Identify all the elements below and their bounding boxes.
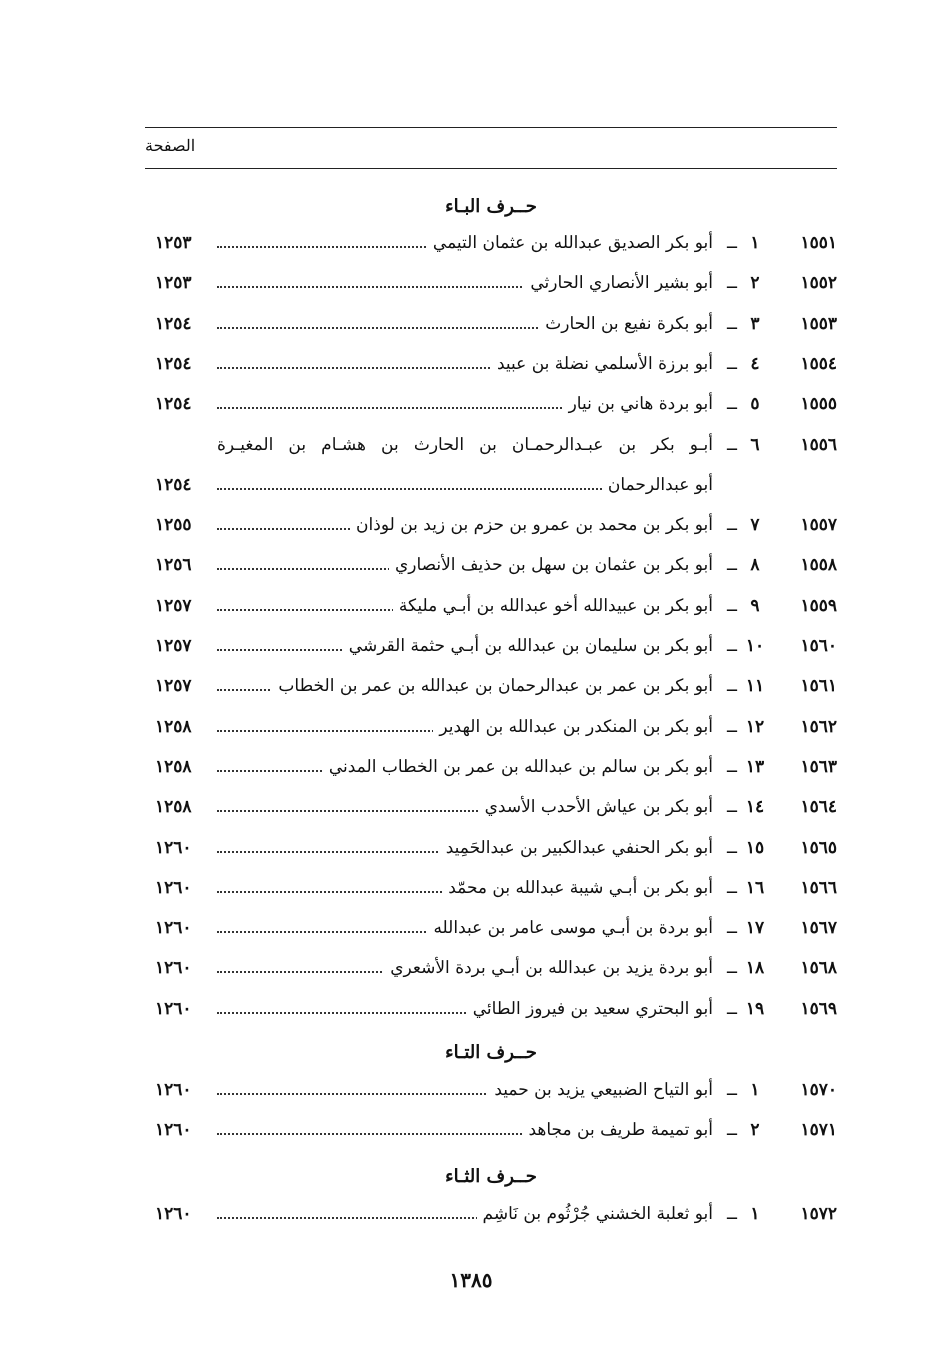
entry-title: أبو بكر بن سليمان بن عبدالله بن أبـي حثمة القرشي: [343, 636, 713, 656]
entry-page-ref: ١٢٦٠: [155, 958, 192, 979]
entry-page-ref: ١٢٥٧: [155, 676, 192, 697]
entry-page-ref: ١٢٦٠: [155, 877, 192, 898]
entry-title: أبو بكرة نفيع بن الحارث: [539, 314, 713, 334]
header-rule: [145, 168, 837, 169]
entry-index: ١٦: [745, 877, 765, 898]
toc-entry: [145, 273, 837, 303]
entry-index: ٦: [750, 434, 760, 455]
toc-entry: [145, 435, 837, 465]
entry-index: ١: [750, 1080, 760, 1100]
entry-title: أبو التياح الضبيعي يزيد بن حميد: [488, 1080, 713, 1100]
entry-title: أبو بكر الحنفي عبدالكبير بن عبدالحَمِيد: [440, 838, 713, 858]
entry-dash: ــ: [727, 998, 737, 1019]
entry-index: ٢: [750, 1120, 760, 1141]
entry-index: ١٥: [745, 837, 765, 858]
entry-page-ref: ١٢٦٠: [155, 998, 192, 1019]
toc-entry: [145, 717, 837, 747]
toc-entry: [145, 999, 837, 1029]
entry-index: ٣: [750, 313, 760, 334]
page-number: ١٣٨٥: [449, 1268, 493, 1292]
entry-dash: ــ: [727, 958, 737, 979]
entry-title: أبو بكر بن محمد بن عمرو بن حزم بن زيد بن لوذان: [350, 515, 713, 535]
entry-page-ref: ١٢٥٧: [155, 636, 192, 656]
entry-dash: ــ: [727, 837, 737, 858]
entry-index: ١٤: [745, 797, 765, 818]
entry-index: ١٩: [745, 998, 765, 1019]
entry-title: أبو تميمة طريف بن مجاهد: [522, 1120, 713, 1140]
entry-page-ref: ١٢٦٠: [155, 1204, 192, 1224]
entry-number: ١٥٥٣: [800, 313, 837, 334]
entry-number: ١٥٦٠: [800, 636, 837, 656]
toc-entry: [145, 596, 837, 626]
entry-page-ref: ١٢٥٣: [155, 233, 192, 253]
entry-number: ١٥٥٨: [800, 555, 837, 576]
entry-dash: ــ: [727, 676, 737, 697]
entry-dash: ــ: [727, 636, 737, 656]
toc-entry: [145, 515, 837, 545]
section-title: حــرف البـاء: [445, 196, 537, 217]
toc-entry: [145, 555, 837, 585]
entry-page-ref: ١٢٥٣: [155, 273, 192, 294]
entry-dash: ــ: [727, 756, 737, 777]
entry-page-ref: ١٢٦٠: [155, 1080, 192, 1100]
toc-entry-continuation: [145, 475, 837, 505]
page-column-header: الصفحة: [145, 136, 196, 155]
entry-number: ١٥٦٨: [800, 958, 837, 979]
entry-number: ١٥٥٦: [800, 434, 837, 455]
section-title: حــرف الثـاء: [445, 1166, 537, 1187]
toc-entry: [145, 314, 837, 344]
entry-dash: ــ: [727, 313, 737, 334]
section-title: حــرف التـاء: [445, 1042, 537, 1063]
entry-title: أبو بكر بن عياش الأحدب الأسدي: [479, 797, 713, 817]
entry-index: ١: [750, 233, 760, 253]
entry-dash: ــ: [727, 1120, 737, 1141]
entry-dash: ــ: [727, 394, 737, 415]
entry-dash: ــ: [727, 716, 737, 737]
entry-number: ١٥٦٣: [800, 756, 837, 777]
entry-page-ref: ١٢٥٧: [155, 595, 192, 616]
entry-title: أبو البحتري سعيد بن فيروز الطائي: [467, 999, 713, 1019]
toc-entry: [145, 233, 837, 263]
entry-index: ١٧: [745, 918, 765, 939]
entry-dash: ــ: [727, 918, 737, 939]
entry-number: ١٥٦٩: [800, 998, 837, 1019]
entry-page-ref: ١٢٥٤: [155, 313, 192, 334]
entry-page-ref: ١٢٥٥: [155, 515, 192, 536]
entry-title: أبو بكر بن عبيدالله أخو عبدالله بن أبـي مليكة: [393, 596, 713, 616]
toc-entry: [145, 394, 837, 424]
entry-number: ١٥٥٧: [800, 515, 837, 536]
entry-number: ١٥٥٥: [800, 394, 837, 415]
toc-entry: [145, 676, 837, 706]
entry-title: أبو بكر بن أبـي شيبة عبدالله بن محمّد: [442, 878, 713, 898]
toc-entry: [145, 918, 837, 948]
entry-title: أبو بكر الصديق عبدالله بن عثمان التيمي: [427, 233, 713, 253]
entry-page-ref: ١٢٦٠: [155, 918, 192, 939]
entry-number: ١٥٥٢: [800, 273, 837, 294]
entry-dash: ــ: [727, 797, 737, 818]
entry-number: ١٥٥٩: [800, 595, 837, 616]
entry-page-ref: ١٢٦٠: [155, 1120, 192, 1141]
entry-number: ١٥٦٧: [800, 918, 837, 939]
entry-title: أبو برزة الأسلمي نضلة بن عبيد: [491, 354, 713, 374]
top-rule: [145, 127, 837, 128]
entry-number: ١٥٦٥: [800, 837, 837, 858]
entry-title: أبـو بكر بن عبـدالرحمـان بن الحارث بن هشـام بن المغيـرة: [217, 434, 713, 455]
entry-number: ١٥٦٢: [800, 716, 837, 737]
entry-index: ١٣: [745, 756, 765, 777]
entry-number: ١٥٥١: [800, 233, 837, 253]
entry-title: أبو بكر بن عمر بن عبدالرحمان بن عبدالله بن عمر بن الخطاب: [272, 676, 713, 696]
entry-index: ١٠: [745, 636, 765, 656]
entry-number: ١٥٦٤: [800, 797, 837, 818]
entry-dash: ــ: [727, 1080, 737, 1100]
entry-index: ٩: [750, 595, 760, 616]
entry-number: ١٥٧٢: [800, 1204, 837, 1224]
toc-entry: [145, 636, 837, 666]
entry-dash: ــ: [727, 515, 737, 536]
entry-index: ٨: [750, 555, 760, 576]
entry-title-continuation: أبو عبدالرحمان: [602, 475, 713, 495]
entry-index: ١١: [745, 676, 765, 697]
entry-page-ref: ١٢٥٨: [155, 797, 192, 818]
entry-title: أبو بكر بن عثمان بن سهل بن حذيف الأنصاري: [389, 555, 713, 575]
entry-number: ١٥٧٠: [800, 1080, 837, 1100]
entry-title: أبو بردة بن أبـي موسى عامر بن عبدالله: [427, 918, 713, 938]
toc-entry: [145, 958, 837, 988]
entry-title: أبو بردة يزيد بن عبدالله بن أبـي بردة الأشعري: [384, 958, 713, 978]
entry-title: أبو بردة هاني بن نيار: [563, 394, 713, 414]
entry-dash: ــ: [727, 353, 737, 374]
entry-title: أبو ثعلبة الخشني جُرْثُوم بن نَاشِم: [477, 1204, 713, 1224]
entry-index: ١٢: [745, 716, 765, 737]
entry-dash: ــ: [727, 434, 737, 455]
entry-dash: ــ: [727, 273, 737, 294]
entry-index: ١: [750, 1204, 760, 1224]
entry-page-ref: ١٢٥٨: [155, 756, 192, 777]
entry-title: أبو بكر بن المنكدر بن عبدالله بن الهدير: [433, 717, 713, 737]
entry-number: ١٥٥٤: [800, 353, 837, 374]
entry-page-ref: ١٢٥٦: [155, 555, 192, 576]
toc-entry: [145, 838, 837, 868]
toc-entry: [145, 354, 837, 384]
entry-dash: ــ: [727, 233, 737, 253]
entry-dash: ــ: [727, 877, 737, 898]
entry-page-ref: ١٢٥٤: [155, 394, 192, 415]
entry-number: ١٥٧١: [800, 1120, 837, 1141]
entry-index: ١٨: [745, 958, 765, 979]
entry-index: ٢: [750, 273, 760, 294]
toc-entry: [145, 1080, 837, 1110]
entry-index: ٧: [750, 515, 760, 536]
toc-entry: [145, 878, 837, 908]
toc-entry: [145, 1204, 837, 1234]
toc-entry: [145, 1120, 837, 1150]
toc-entry: [145, 757, 837, 787]
entry-page-ref: ١٢٥٤: [155, 353, 192, 374]
entry-number: ١٥٦١: [800, 676, 837, 697]
entry-title: أبو بشير الأنصاري الحارثي: [524, 273, 713, 293]
entry-page-ref: ١٢٥٤: [155, 474, 192, 495]
entry-index: ٥: [750, 394, 760, 415]
entry-dash: ــ: [727, 1204, 737, 1224]
entry-page-ref: ١٢٥٨: [155, 716, 192, 737]
entry-page-ref: ١٢٦٠: [155, 837, 192, 858]
entry-index: ٤: [750, 353, 760, 374]
entry-dash: ــ: [727, 555, 737, 576]
entry-title: أبو بكر بن سالم بن عبدالله بن عمر بن الخطاب المدني: [323, 757, 713, 777]
toc-entry: [145, 797, 837, 827]
entry-number: ١٥٦٦: [800, 877, 837, 898]
entry-dash: ــ: [727, 595, 737, 616]
